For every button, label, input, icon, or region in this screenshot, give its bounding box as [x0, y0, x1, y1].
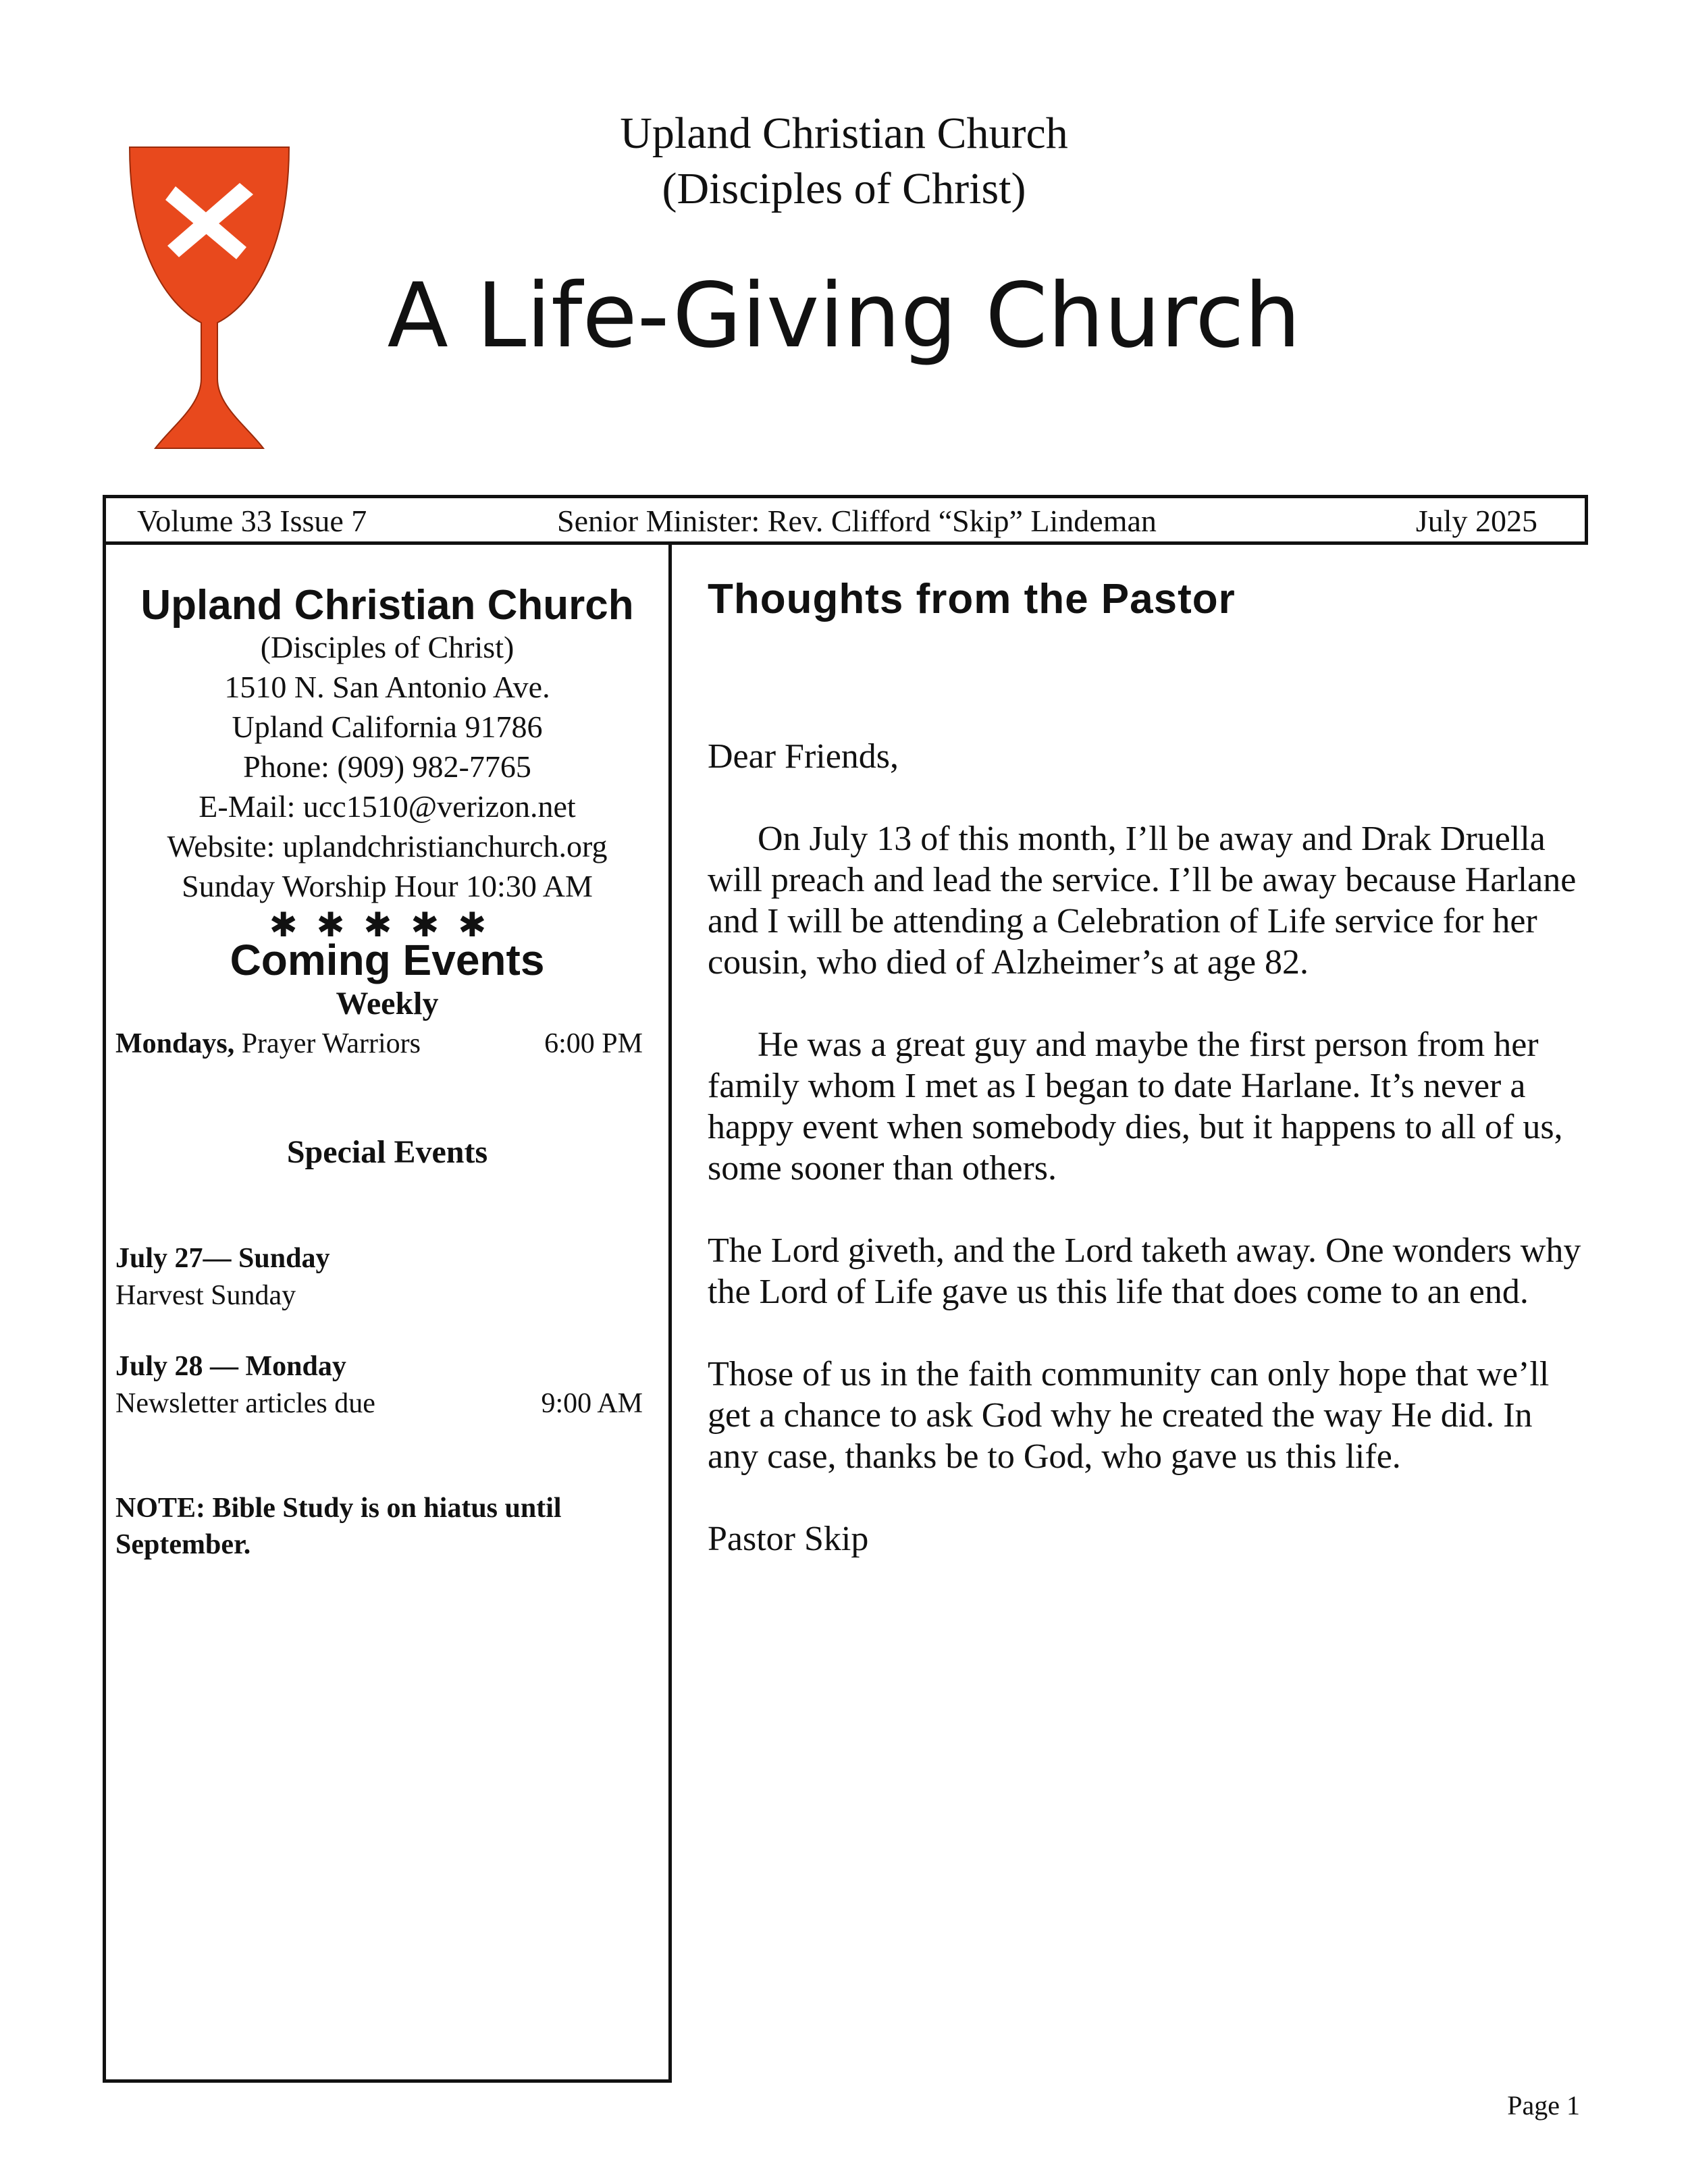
chalice-icon: [128, 146, 290, 450]
sidebar-website: Website: uplandchristianchurch.org: [167, 829, 608, 863]
sidebar-denomination: (Disciples of Christ): [260, 630, 515, 664]
weekly-event-time: 6:00 PM: [544, 1028, 643, 1059]
weekly-event-day: Mondays,: [115, 1028, 235, 1059]
letter-paragraph: The Lord giveth, and the Lord taketh away. One wonders why the Lord of Life gave us this life that does come to an end.: [708, 1231, 1581, 1311]
special-event-desc: [115, 1385, 643, 1422]
sidebar: [103, 545, 672, 2083]
senior-minister: Senior Minister: Rev. Clifford “Skip” Lindeman: [557, 504, 1157, 538]
special-event-desc-text: Harvest Sunday: [115, 1280, 296, 1311]
star-divider: ✱✱✱✱✱: [269, 905, 506, 944]
weekly-event-row: [115, 1026, 643, 1062]
special-event-time: 9:00 AM: [541, 1388, 643, 1419]
special-event-desc-text: Newsletter articles due: [115, 1388, 375, 1419]
bible-study-note: NOTE: Bible Study is on hiatus until September.: [115, 1493, 562, 1560]
masthead-church-name: Upland Christian Church: [620, 109, 1068, 158]
special-event-desc: [115, 1277, 643, 1314]
letter-greeting: Dear Friends,: [708, 737, 899, 776]
info-bar: [103, 495, 1588, 545]
letter-paragraph: Those of us in the faith community can only hope that we’ll get a chance to ask God why he created the way He did. In any case, thanks be to God, who gave us this life.: [708, 1355, 1550, 1476]
volume-issue: Volume 33 Issue 7: [137, 504, 367, 538]
letter-paragraph: He was a great guy and maybe the first person from her family whom I met as I began to date Harlane. It’s never a happy event when somebody dies, but it happens to all of us, some sooner than others.: [708, 1026, 1563, 1188]
article-title: Thoughts from the Pastor: [708, 576, 1236, 622]
sidebar-city: Upland California 91786: [232, 710, 543, 744]
special-event-date: July 28 — Monday: [115, 1351, 346, 1382]
letter-signature: Pastor Skip: [708, 1520, 869, 1558]
page-number: Page 1: [1507, 2090, 1580, 2121]
sidebar-title: Upland Christian Church: [140, 582, 634, 629]
special-events-heading: Special Events: [286, 1134, 488, 1170]
sidebar-address: 1510 N. San Antonio Ave.: [224, 670, 550, 704]
sidebar-phone: Phone: (909) 982-7765: [243, 749, 531, 784]
pastor-letter: [708, 736, 1585, 1601]
letter-paragraph: On July 13 of this month, I’ll be away and Drak Druella will preach and lead the service. I’ll be away because Harlane and I will be attending a Celebration of Life service for her cousin, who died of Alzheimer’s at age 82.: [708, 820, 1577, 982]
masthead-motto: A Life-Giving Church: [387, 264, 1301, 368]
sidebar-email: E-Mail: ucc1510@verizon.net: [199, 789, 576, 824]
coming-events-heading: Coming Events: [230, 936, 545, 984]
masthead-denomination: (Disciples of Christ): [662, 164, 1026, 213]
weekly-heading: Weekly: [336, 986, 439, 1021]
sidebar-worship-hour: Sunday Worship Hour 10:30 AM: [182, 869, 593, 903]
issue-date: July 2025: [1415, 504, 1537, 538]
special-event-date: July 27— Sunday: [115, 1243, 330, 1274]
weekly-event-name: Prayer Warriors: [234, 1028, 421, 1059]
